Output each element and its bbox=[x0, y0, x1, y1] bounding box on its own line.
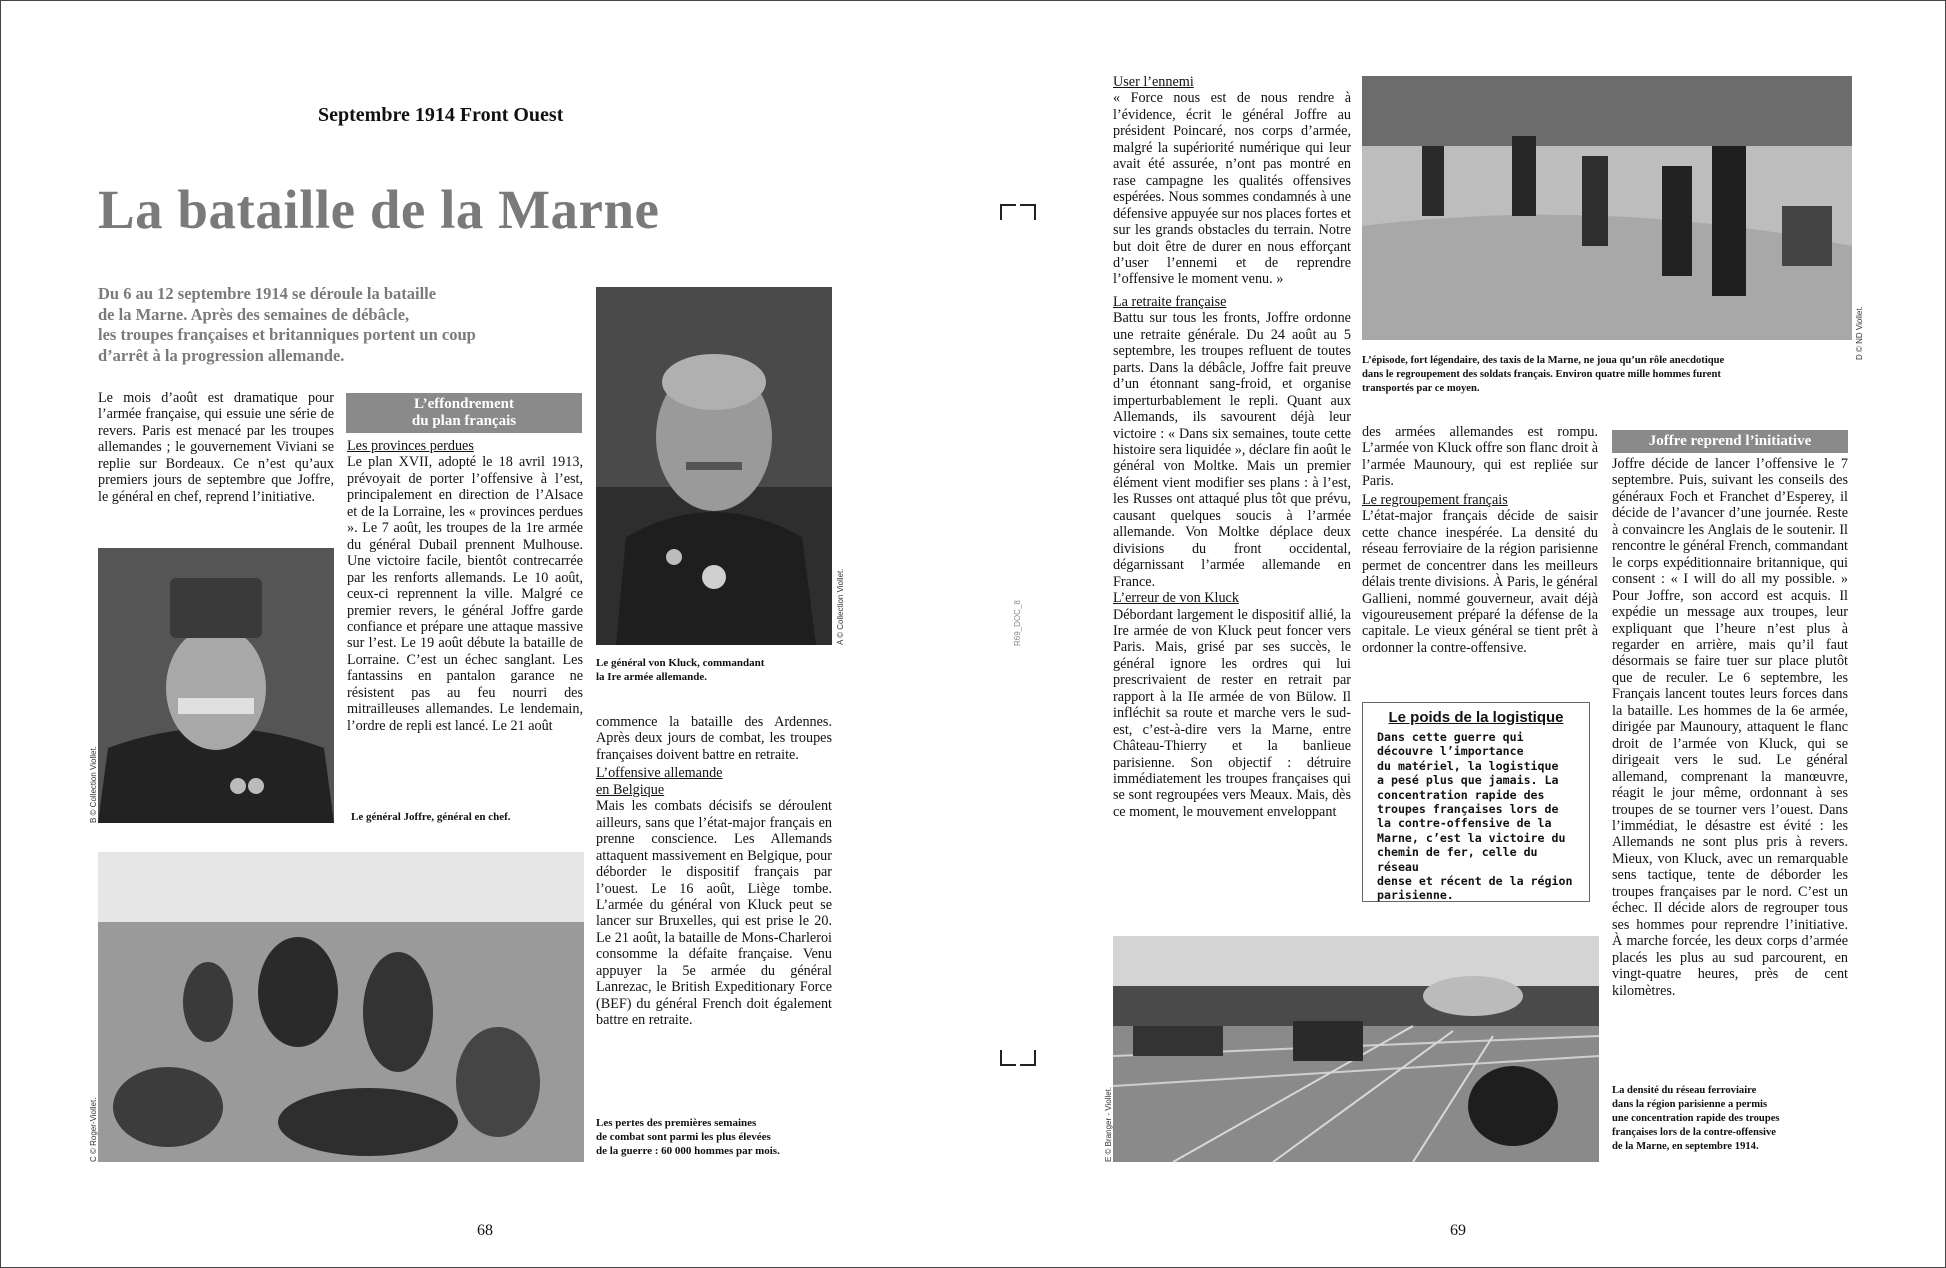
crop-mark bbox=[1020, 204, 1036, 220]
photo-von-kluck bbox=[596, 287, 832, 645]
caption-line: une concentration rapide des troupes bbox=[1612, 1113, 1780, 1124]
column-b bbox=[1362, 424, 1598, 656]
caption-line: Le général von Kluck, commandant bbox=[596, 657, 765, 669]
portrait-image bbox=[98, 548, 334, 823]
photo-caption bbox=[1612, 1084, 1848, 1154]
page-number: 69 bbox=[1450, 1222, 1466, 1239]
subheading: L’offensive allemande bbox=[596, 765, 723, 782]
subheading: User l’ennemi bbox=[1113, 74, 1194, 90]
subheading: Le regroupement français bbox=[1362, 491, 1508, 508]
logistics-line: découvre l’importance bbox=[1377, 744, 1524, 759]
photo-joffre bbox=[98, 548, 334, 823]
crop-mark bbox=[1020, 1050, 1036, 1066]
column-provinces bbox=[347, 438, 583, 734]
railway-image bbox=[1113, 936, 1599, 1162]
caption-line: de la guerre : 60 000 hommes par mois. bbox=[596, 1145, 780, 1157]
section-heading-box: Joffre reprend l’initiative bbox=[1612, 430, 1848, 453]
section-heading-line: L’effondrement bbox=[414, 396, 514, 412]
logistics-line: Dans cette guerre qui bbox=[1377, 730, 1524, 744]
column-a bbox=[1113, 74, 1351, 820]
column-text: commence la bataille des Ardennes. Après deux jours de combat, les troupes françaises doivent battre en retraite. bbox=[596, 714, 832, 763]
section-heading-box bbox=[346, 393, 582, 433]
photo-railway bbox=[1113, 936, 1599, 1162]
caption-line: dans la région parisienne a permis bbox=[1612, 1099, 1768, 1110]
section-heading-line: du plan français bbox=[411, 413, 517, 429]
intro-line: d’arrêt à la progression allemande. bbox=[98, 345, 345, 365]
photo-caption bbox=[596, 656, 832, 684]
subheading: La retraite française bbox=[1113, 293, 1227, 310]
column-text: Battu sur tous les fronts, Joffre ordonne une retraite générale. Du 24 août au 5 septembre, les troupes refluent de toutes parts. Dans la débâcle, Joffre fait preuve d’un étonnant sang-froid, et organise imperturbablement le repli. Quant aux Allemands, ils savourent déjà leur victoire : « Dans six semaines, toute cette histoire sera liquidée », déclare fin août le général von Moltke. Mais un premier élément vient modifier ses plans : à l’est, les Russes ont attaqué plus tôt que prévu, causant quelques soucis à l’armée allemande. Von Moltke déplace deux divisions du front occidental, dégarnissant l’armée allemande en France. bbox=[1113, 310, 1351, 590]
logistics-line: dense et récent de la région bbox=[1377, 874, 1573, 889]
caption-line: transportés par ce moyen. bbox=[1362, 383, 1480, 394]
column-text: Débordant largement le dispositif allié, la Ire armée de von Kluck peut foncer vers Paris. Mais, grisé par ses succès, le général ignore les ordres qui lui prescrivaient de rester en retrait par rapport à la IIe armée de von Bülow. Il infléchit sa route et marche vers le sud-est, c’est-à-dire vers la Marne, entre Château-Thierry et la banlieue parisienne. Son objectif : détruire immédiatement les troupes françaises qui se sont regroupées vers Meaux. Mais, dès ce moment, le mouvement enveloppant bbox=[1113, 606, 1351, 820]
logistics-line: la contre-offensive de la bbox=[1377, 816, 1552, 831]
photo-caption bbox=[596, 1116, 856, 1158]
logistics-line: du matériel, la logistique bbox=[1377, 758, 1559, 773]
logistics-line: parisienne. bbox=[1377, 888, 1454, 903]
photo-credit: C © Roger-Viollet. bbox=[89, 1097, 98, 1162]
photo-credit: E © Branger - Viollet. bbox=[1104, 1086, 1113, 1162]
battle-image bbox=[98, 852, 584, 1162]
logistics-line: chemin de fer, celle du réseau bbox=[1377, 845, 1538, 874]
soldiers-image bbox=[1362, 76, 1852, 340]
portrait-image bbox=[596, 287, 832, 645]
caption-line: de combat sont parmi les plus élevées bbox=[596, 1131, 771, 1143]
photo-taxis bbox=[1362, 76, 1852, 340]
column-text: « Force nous est de nous rendre à l’évidence, écrit le général Joffre au président Poincaré, nos corps d’armée, malgré la supériorité numérique qui leur avait été assurée, n’ont pas montré en rase campagne les qualités offensives espérées. Nous sommes condamnés à une défensive appuyée sur nos places fortes et sur les grands obstacles du terrain. Notre but doit être de durer en nous efforçant d’user l’ennemi et de reprendre l’offensive le moment venu. » bbox=[1113, 90, 1351, 288]
intro-line: Du 6 au 12 septembre 1914 se déroule la bataille bbox=[98, 284, 437, 303]
caption-line: L’épisode, fort légendaire, des taxis de la Marne, ne joua qu’un rôle anecdotique bbox=[1362, 355, 1725, 366]
gutter-code: R69_DOC_8 bbox=[1013, 600, 1022, 646]
kicker: Septembre 1914 Front Ouest bbox=[318, 104, 564, 126]
column-text: Le mois d’août est dramatique pour l’armée française, qui essuie une série de revers. Paris est menacé par les troupes allemandes ; le gouvernement Viviani se replie sur Bordeaux. Ce n’est qu’aux premiers jours de septembre que Joffre, le général en chef, reprend l’initiative. bbox=[98, 390, 334, 505]
intro-lead bbox=[98, 284, 476, 366]
crop-mark bbox=[1000, 1050, 1016, 1066]
photo-battle bbox=[98, 852, 584, 1162]
logistics-line: Marne, c’est la victoire du bbox=[1377, 830, 1566, 845]
subheading: Les provinces perdues bbox=[347, 438, 474, 454]
caption-line: de la Marne, en septembre 1914. bbox=[1612, 1141, 1759, 1152]
intro-line: de la Marne. Après des semaines de débâcle, bbox=[98, 304, 410, 324]
column-text: Mais les combats décisifs se déroulent ailleurs, sans que l’état-major français en prenne conscience. Les Allemands attaquent massivement en Belgique, pour déborder le dispositif français par l’ouest. Le 16 août, Liège tombe. L’armée du général von Kluck peut se lancer sur Bruxelles, qui est prise le 20. Le 21 août, la bataille de Mons-Charleroi consomme la défaite française. Venu appuyer la 5e armée du général Lanrezac, le British Expeditionary Force (BEF) du général French doit également battre en retraite. bbox=[596, 798, 832, 1029]
column-text: Le plan XVII, adopté le 18 avril 1913, prévoyait de porter l’offensive à l’est, principalement en direction de l’Alsace et de la Lorraine, les « provinces perdues ». Le 7 août, les troupes de la 1re armée du général Dubail prennent Mulhouse. Une victoire facile, bientôt contrecarrée par les renforts allemands. Le 10 août, ceux-ci reprennent la ville. Malgré ce premier revers, le général Joffre garde confiance et prépare une attaque massive sur l’est. Le 19 août débute la bataille de Lorraine. C’est un échec sanglant. Les fantassins en pantalon garance ne résistent pas au feu nourri des mitrailleuses allemandes. Le lendemain, l’ordre de repli est lancé. Le 21 août bbox=[347, 454, 583, 734]
caption-line: La densité du réseau ferroviaire bbox=[1612, 1085, 1757, 1096]
crop-mark bbox=[1000, 204, 1016, 220]
intro-line: les troupes françaises et britanniques portent un coup bbox=[98, 325, 476, 344]
caption-line: Les pertes des premières semaines bbox=[596, 1117, 757, 1129]
caption-line: françaises lors de la contre-offensive bbox=[1612, 1127, 1776, 1138]
photo-credit: B © Collection Viollet. bbox=[89, 746, 98, 823]
logistics-box bbox=[1362, 702, 1590, 902]
photo-caption: Le général Joffre, général en chef. bbox=[351, 811, 511, 823]
logistics-title: Le poids de la logistique bbox=[1388, 709, 1564, 726]
photo-credit: D © ND Viollet. bbox=[1855, 306, 1864, 360]
column-belgique bbox=[596, 714, 832, 1029]
caption-line: la Ire armée allemande. bbox=[596, 671, 707, 683]
caption-line: dans le regroupement des soldats français. Environ quatre mille hommes furent bbox=[1362, 369, 1721, 380]
photo-caption bbox=[1362, 354, 1832, 396]
page-number: 68 bbox=[477, 1222, 493, 1239]
logistics-line: troupes françaises lors de bbox=[1377, 802, 1559, 817]
logistics-body bbox=[1363, 730, 1589, 903]
page-title: La bataille de la Marne bbox=[98, 179, 660, 240]
subheading: L’erreur de von Kluck bbox=[1113, 590, 1239, 607]
logistics-line: concentration rapide des bbox=[1377, 787, 1545, 802]
logistics-line: a pesé plus que jamais. La bbox=[1377, 773, 1559, 788]
photo-credit: A © Collection Viollet. bbox=[836, 568, 845, 645]
column-text: Joffre décide de lancer l’offensive le 7 septembre. Puis, suivant les conseils des généraux Foch et Franchet d’Esperey, il décide de l’avancer d’une journée. Reste à convaincre les Anglais de le soutenir. Il rencontre le général French, commandant le corps expéditionnaire britannique, qui consent : « I will do all my possible. » Pour Joffre, son accord est acquis. Il expédie un message aux troupes, leur expliquant que l’heure n’est plus à regarder en arrière, mais qu’il faut désormais se faire tuer sur place plutôt que de reculer. Le 6 septembre, les Français lancent toutes leurs forces dans la bataille. Les hommes de la 6e armée, dirigée par Maunoury, attaquent le flanc droit de l’armée von Kluck, qui se dirigeait vers le sud. Le général allemand, comprenant la manœuvre, réagit le jour même, ordonnant à ses troupes de se tourner vers l’ouest. Dans l’immédiat, le désastre est évité : les Allemands ne sont plus pris à revers. Mieux, von Kluck, avec un remarquable sens tactique, tente de déborder les troupes françaises par le nord. C’est un échec. Il décide alors de regrouper tous ses hommes pour reprendre l’initiative. À marche forcée, les deux corps d’armée placés les plus au sud parcourent, en vingt-quatre heures, près de cent kilomètres. bbox=[1612, 456, 1848, 999]
column-text: des armées allemandes est rompu. L’armée von Kluck offre son flanc droit à l’armée Maunoury, qui est repliée sur Paris. bbox=[1362, 424, 1598, 490]
column-text: L’état-major français décide de saisir cette chance inespérée. La densité du réseau ferroviaire de la région parisienne permet de concentrer dans les meilleurs délais trente divisions. À Paris, le général Gallieni, nommé gouverneur, avait déjà vigoureusement préparé la défense de la capitale. Le vieux général se tient prêt à ordonner la contre-offensive. bbox=[1362, 508, 1598, 656]
subheading: en Belgique bbox=[596, 781, 665, 798]
